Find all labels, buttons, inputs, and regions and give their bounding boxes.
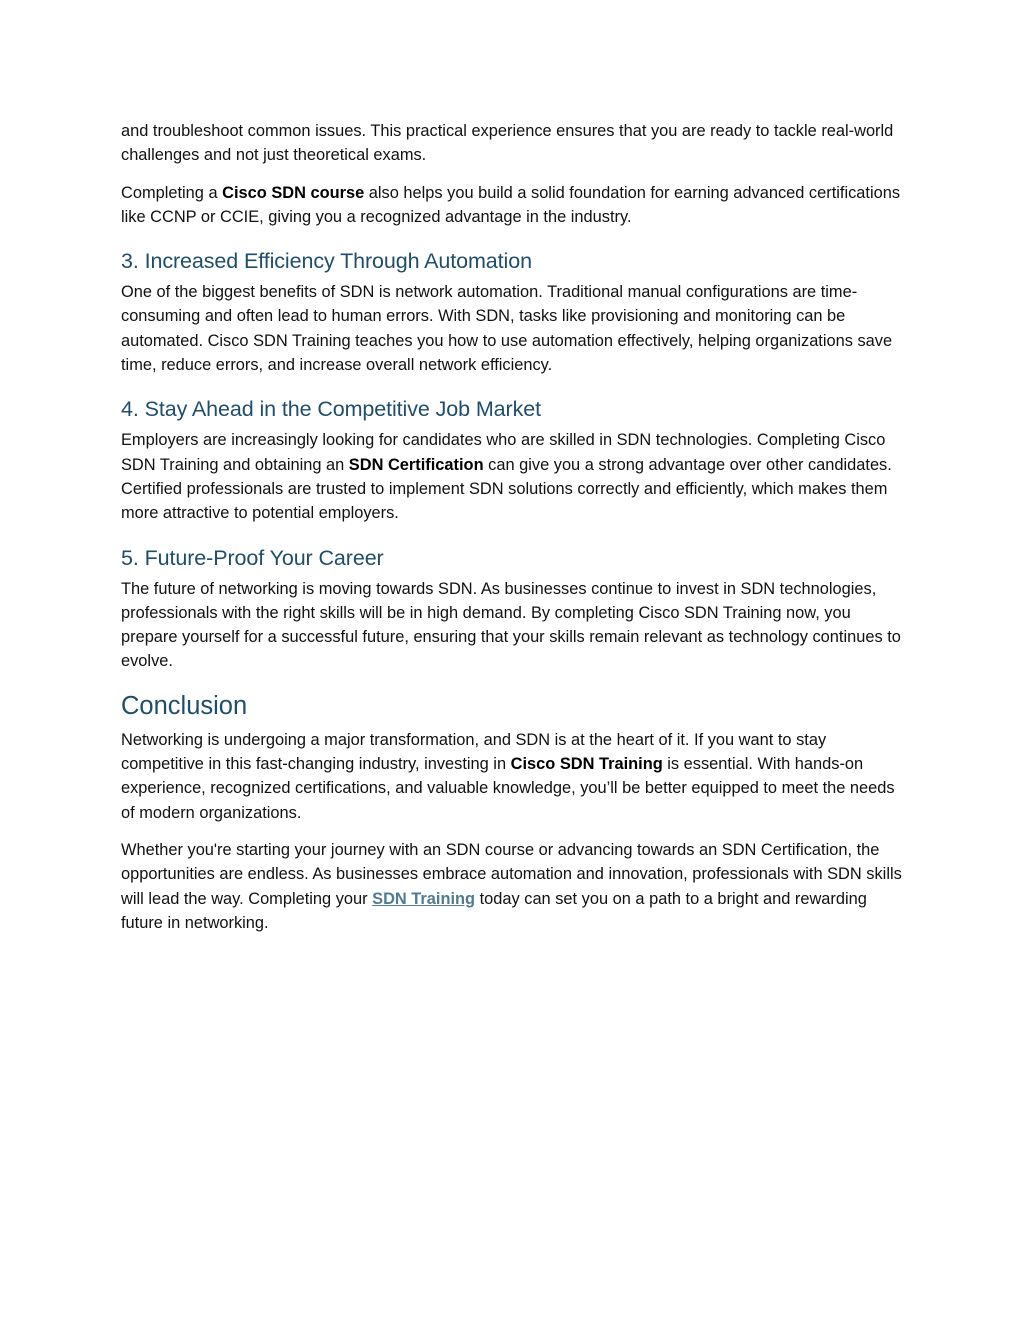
section-4-text-post: can give you a strong advantage over other candidates. Certified professionals are trusted to implement SDN solutions correctly and efficiently, which makes them more attractive to potential employers.: [121, 455, 892, 523]
intro-paragraph-1: [121, 119, 911, 168]
sdn-training-link[interactable]: SDN Training: [372, 889, 476, 908]
section-4-heading: 4. Stay Ahead in the Competitive Job Market: [121, 397, 541, 422]
section-5-body: [121, 577, 911, 674]
section-5-text: The future of networking is moving towards SDN. As businesses continue to invest in SDN technologies, professionals with the right skills will be in high demand. By completing Cisco SDN Training now, you prepare yourself for a successful future, ensuring that your skills remain relevant as technology continues to evolve.: [121, 579, 901, 671]
section-4-bold-sdn-certification: SDN Certification: [348, 455, 484, 474]
conclusion-paragraph-1: [121, 728, 911, 825]
document-page: [121, 119, 911, 948]
section-3-body: [121, 280, 911, 377]
section-5-heading: 5. Future-Proof Your Career: [121, 545, 384, 570]
section-3-heading: 3. Increased Efficiency Through Automation: [121, 249, 532, 274]
conclusion-paragraph-2: [121, 838, 911, 935]
intro-text-1: and troubleshoot common issues. This practical experience ensures that you are ready to tackle real-world challenges and not just theoretical exams.: [121, 122, 894, 165]
section-4-text-pre: Employers are increasingly looking for candidates who are skilled in SDN technologies. Completing Cisco SDN Training and obtaining an: [121, 431, 886, 474]
section-3-text: One of the biggest benefits of SDN is network automation. Traditional manual configurations are time-consuming and often lead to human errors. With SDN, tasks like provisioning and monitoring can be automated. Cisco SDN Training teaches you how to use automation effectively, helping organizations save time, reduce errors, and increase overall network efficiency.: [121, 283, 893, 375]
section-4-body: [121, 428, 911, 525]
conclusion-bold-cisco-sdn-training: Cisco SDN Training: [510, 755, 663, 774]
conclusion-text-1-pre: Networking is undergoing a major transformation, and SDN is at the heart of it. If you want to stay competitive in this fast-changing industry, investing in: [121, 730, 827, 774]
intro-text-2-post: also helps you build a solid foundation for earning advanced certifications like CCNP or CCIE, giving you a recognized advantage in the industry.: [121, 183, 901, 226]
intro-bold-cisco-sdn-course: Cisco SDN course: [222, 183, 365, 202]
conclusion-heading: Conclusion: [121, 691, 248, 720]
conclusion-text-2-post: today can set you on a path to a bright and rewarding future in networking.: [121, 889, 867, 932]
intro-paragraph-2: [121, 181, 911, 230]
intro-text-2-pre: Completing a: [121, 183, 223, 202]
conclusion-text-2-pre: Whether you're starting your journey with an SDN course or advancing towards an SDN Certification, the opportunities are endless. As businesses embrace automation and innovation, professionals with SDN skills will lead the way. Completing your: [121, 840, 902, 908]
conclusion-text-1-post: is essential. With hands-on experience, recognized certifications, and valuable knowledge, you’ll be better equipped to meet the needs of modern organizations.: [121, 755, 895, 822]
